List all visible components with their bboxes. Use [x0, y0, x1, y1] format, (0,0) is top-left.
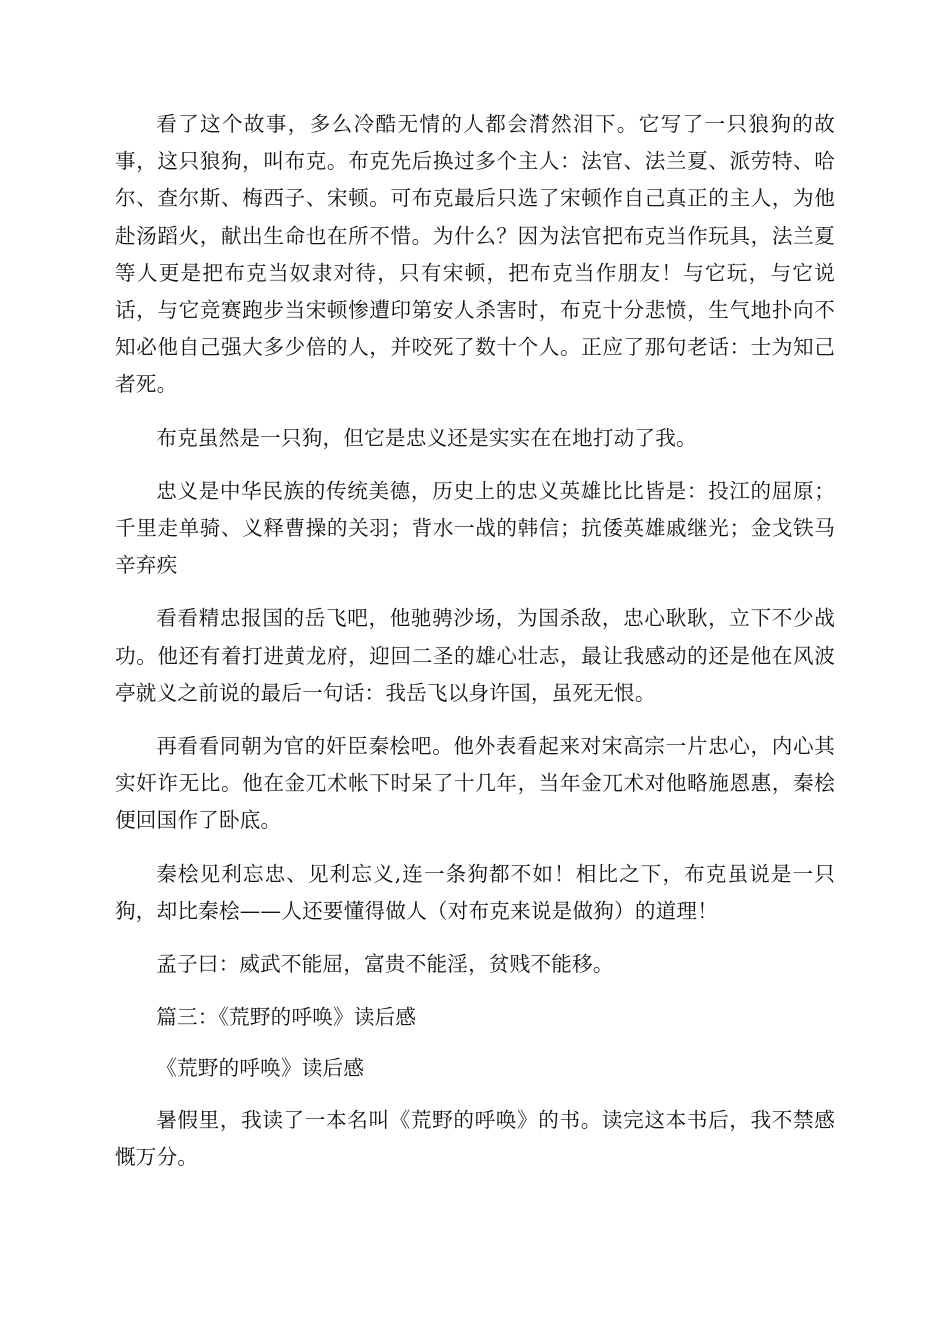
paragraph-loyal-heroes: 忠义是中华民族的传统美德，历史上的忠义英雄比比皆是：投江的屈原；千里走单骑、义释曹操的关羽；背水一战的韩信；抗倭英雄戚继光；金戈铁马辛弃疾 [115, 478, 835, 578]
paragraph-summer-reading: 暑假里，我读了一本名叫《荒野的呼唤》的书。读完这本书后，我不禁感慨万分。 [115, 1107, 835, 1169]
paragraph-yue-fei: 看看精忠报国的岳飞吧，他驰骋沙场，为国杀敌，忠心耿耿，立下不少战功。他还有着打进黄龙府，迎回二圣的雄心壮志，最让我感动的还是他在风波亭就义之前说的最后一句话：我岳飞以身许国，虽死无恨。 [115, 606, 835, 705]
section-heading: 篇三：《荒野的呼唤》读后感 [156, 1005, 417, 1030]
paragraph-loyalty-moved: 布克虽然是一只狗，但它是忠义还是实实在在地打动了我。 [156, 425, 697, 450]
paragraph-qin-hui: 再看看同朝为官的奸臣秦桧吧。他外表看起来对宋高宗一片忠心，内心其实奸诈无比。他在金兀术帐下时呆了十几年，当年金兀术对他略施恩惠，秦桧便回国作了卧底。 [115, 734, 835, 833]
essay-title: 《荒野的呼唤》读后感 [156, 1056, 365, 1081]
paragraph-mencius-quote: 孟子曰：威武不能屈，富贵不能淫，贫贱不能移。 [156, 952, 614, 977]
paragraph-comparison: 秦桧见利忘忠、见利忘义,连一条狗都不如！相比之下，布克虽说是一只狗，却比秦桧——人还要懂得做人（对布克来说是做狗）的道理！ [115, 861, 835, 923]
document-body [115, 106, 835, 1192]
paragraph-buck-story: 看了这个故事，多么冷酷无情的人都会潸然泪下。它写了一只狼狗的故事，这只狼狗，叫布克。布克先后换过多个主人：法官、法兰夏、派劳特、哈尔、查尔斯、梅西子、宋顿。可布克最后只选了宋顿作自己真正的主人，为他赴汤蹈火，献出生命也在所不惜。为什么？因为法官把布克当作玩具，法兰夏等人更是把布克当奴隶对待，只有宋顿，把布克当作朋友！与它玩，与它说话，与它竞赛跑步当宋顿惨遭印第安人杀害时，布克十分悲愤，生气地扑向不知必他自己强大多少倍的人，并咬死了数十个人。正应了那句老话：士为知己者死。 [115, 112, 835, 397]
